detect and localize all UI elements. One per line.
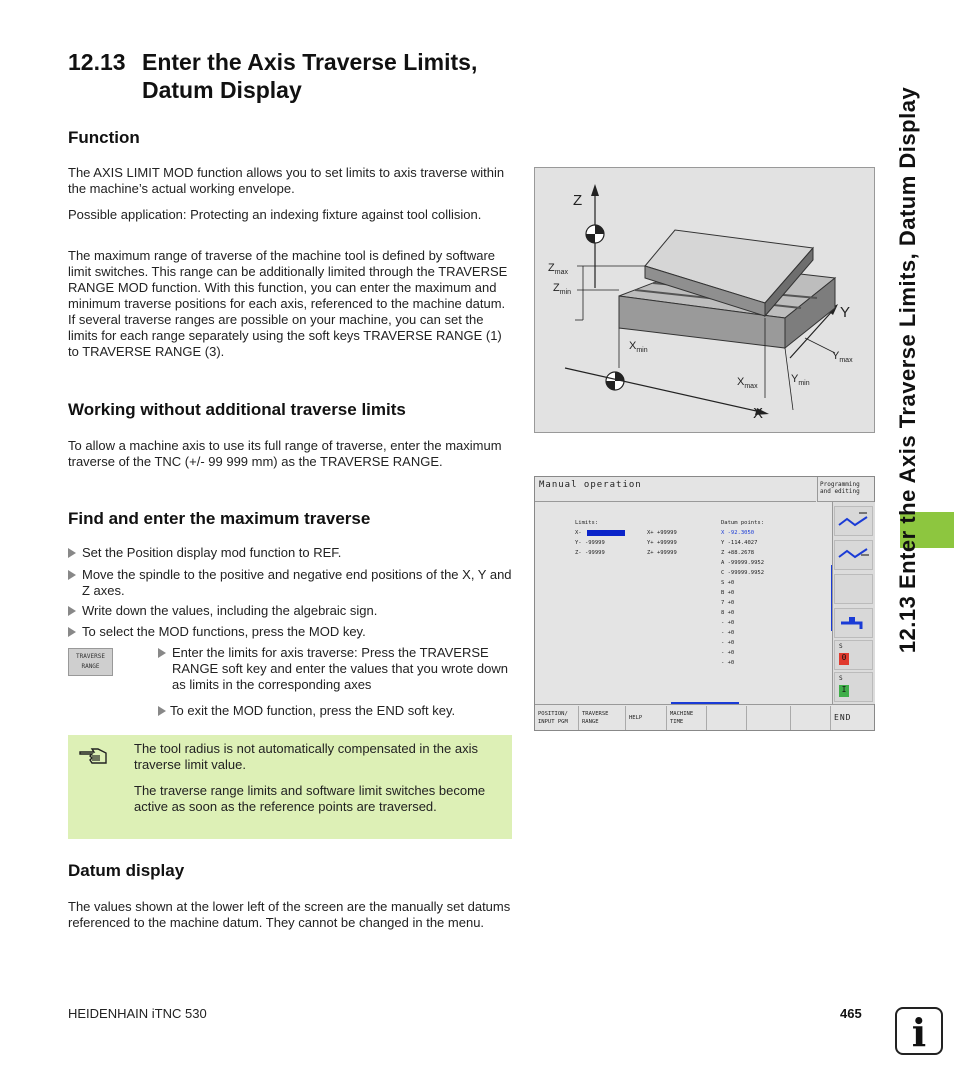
ymin-label: $Y_{min}$ [791, 373, 810, 388]
arrow-bullet-icon [68, 627, 76, 637]
softkey-divider [535, 704, 874, 705]
title-line-2: Datum Display [142, 77, 302, 103]
note-box [68, 735, 512, 839]
zmin-label: $Z_{min}$ [553, 282, 572, 297]
footer-manual-name: HEIDENHAIN iTNC 530 [68, 1006, 207, 1021]
list-item: Move the spindle to the positive and negative end positions of the X, Y and Z axes. [68, 567, 512, 599]
softkey-position-input: POSITION/ INPUT PGM [535, 706, 579, 730]
limits-label: Limits: [575, 520, 599, 526]
info-icon: i [895, 1007, 943, 1055]
limit-y-minus: Y- -99999 [575, 540, 605, 546]
side-softkey [834, 506, 873, 536]
arrow-bullet-icon [158, 706, 166, 716]
datum-paragraph: The values shown at the lower left of the screen are the manually set datums referenced to the machine datum. They cannot be changed in the menu. [68, 899, 511, 930]
function-paragraph-1: The AXIS LIMIT MOD function allows you to set limits to axis traverse within the machine’s actual working envelope. [68, 165, 505, 196]
machine-arrow-icon [835, 507, 872, 535]
list-item: Write down the values, including the algebraic sign. [68, 603, 512, 619]
function-heading: Function [68, 128, 140, 147]
softkey-end: END [834, 713, 852, 722]
machine-arrow-icon [835, 541, 872, 569]
pointing-hand-icon [78, 743, 112, 767]
datum-value: - +0 [721, 630, 735, 636]
list-item: To exit the MOD function, press the END soft key. [158, 703, 512, 719]
datum-value: C -99999.9952 [721, 570, 765, 576]
spindle-on-icon: I [839, 685, 849, 697]
arrow-bullet-icon [68, 606, 76, 616]
arrow-bullet-icon [158, 648, 166, 658]
xmin-label: $X_{min}$ [629, 340, 648, 355]
datum-heading: Datum display [68, 861, 185, 880]
side-softkey: S 0 [834, 640, 873, 670]
working-paragraph: To allow a machine axis to use its full range of traverse, enter the maximum traverse of the TNC (+/- 99 999 mm) as the TRAVERSE RANGE. [68, 438, 502, 469]
function-paragraph-2: Possible application: Protecting an indexing fixture against tool collision. [68, 207, 482, 222]
note-paragraph-2: The traverse range limits and software limit switches become active as soon as the reference points are traversed. [134, 783, 486, 814]
side-softkey [834, 574, 873, 604]
datum-value: X -92.3050 [721, 530, 755, 536]
datum-value: - +0 [721, 640, 735, 646]
traverse-range-softkey-image: TRAVERSE RANGE [68, 648, 113, 676]
softkey-empty [791, 706, 831, 730]
datum-value: Z +88.2678 [721, 550, 755, 556]
softkey-help: HELP [626, 706, 667, 730]
limit-z-plus: Z+ +99999 [647, 550, 677, 556]
spindle-off-icon: 0 [839, 653, 849, 665]
softkey-traverse-range: TRAVERSE RANGE [579, 706, 626, 730]
zmax-label: $Z_{max}$ [548, 262, 568, 277]
datum-value: A -99999.9952 [721, 560, 765, 566]
list-item: Enter the limits for axis traverse: Press the TRAVERSE RANGE soft key and enter the values that you wrote down as limits in the corresponding axes [158, 645, 512, 693]
title-line-1: Enter the Axis Traverse Limits, [142, 49, 478, 75]
z-axis-label: Z [573, 192, 583, 209]
list-item: To select the MOD functions, press the MOD key. [68, 624, 512, 640]
datum-value: B +0 [721, 590, 735, 596]
side-softkey [834, 540, 873, 570]
limit-x-minus-label: X- [575, 530, 582, 536]
axis-limits-diagram [534, 167, 875, 433]
side-softkey: S I [834, 672, 873, 702]
x-axis-label: X [753, 405, 764, 422]
limit-x-plus: X+ +99999 [647, 530, 677, 536]
coolant-tap-icon [835, 609, 872, 637]
side-tab-label: 12.13 Enter the Axis Traverse Limits, Datum Display [895, 86, 920, 654]
function-paragraph-3: The maximum range of traverse of the machine tool is defined by software limit switches. This range can be additionally limited through the TRAVERSE RANGE MOD function. With this function, you can enter the maximum and minimum traverse positions for each axis, referenced to the machine datum. If several traverse ranges are possible on your machine, you can set the limits for each range separately using the soft keys TRAVERSE RANGE (1) to TRAVERSE RANGE (3). [68, 248, 508, 359]
softkey-empty [747, 706, 791, 730]
datum-value: Y -114.4027 [721, 540, 758, 546]
datum-value: 7 +0 [721, 600, 735, 606]
screen-side-softkeys [832, 502, 875, 704]
xmax-label: $X_{max}$ [737, 376, 758, 391]
list-item: Set the Position display mod function to REF. [68, 545, 512, 561]
limit-x-minus-field: -99999 [587, 530, 625, 536]
arrow-bullet-icon [68, 548, 76, 558]
softkey-machine-time: MACHINE TIME [667, 706, 707, 730]
softkey-empty [707, 706, 747, 730]
side-softkey [834, 608, 873, 638]
page-title [68, 48, 477, 104]
y-axis-label: Y [840, 304, 851, 321]
page-number: 465 [840, 1006, 862, 1021]
machine-table-illustration [535, 168, 874, 432]
section-number: 12.13 [68, 49, 126, 75]
datum-value: 8 +0 [721, 610, 735, 616]
arrow-bullet-icon [68, 570, 76, 580]
datum-points-label: Datum points: [721, 520, 765, 526]
screen-secondary-mode: Programming and editing [817, 477, 874, 502]
datum-value: S +0 [721, 580, 735, 586]
tnc-screen-screenshot [534, 476, 875, 731]
datum-value: - +0 [721, 660, 735, 666]
screen-mode-title: Manual operation [535, 477, 816, 502]
working-heading: Working without additional traverse limits [68, 400, 406, 419]
note-paragraph-1: The tool radius is not automatically compensated in the axis traverse limit value. [134, 741, 478, 772]
ymax-label: $Y_{max}$ [832, 350, 853, 365]
datum-value: - +0 [721, 620, 735, 626]
limit-z-minus: Z- -99999 [575, 550, 605, 556]
limit-y-plus: Y+ +99999 [647, 540, 677, 546]
datum-value: - +0 [721, 650, 735, 656]
find-heading: Find and enter the maximum traverse [68, 509, 371, 528]
